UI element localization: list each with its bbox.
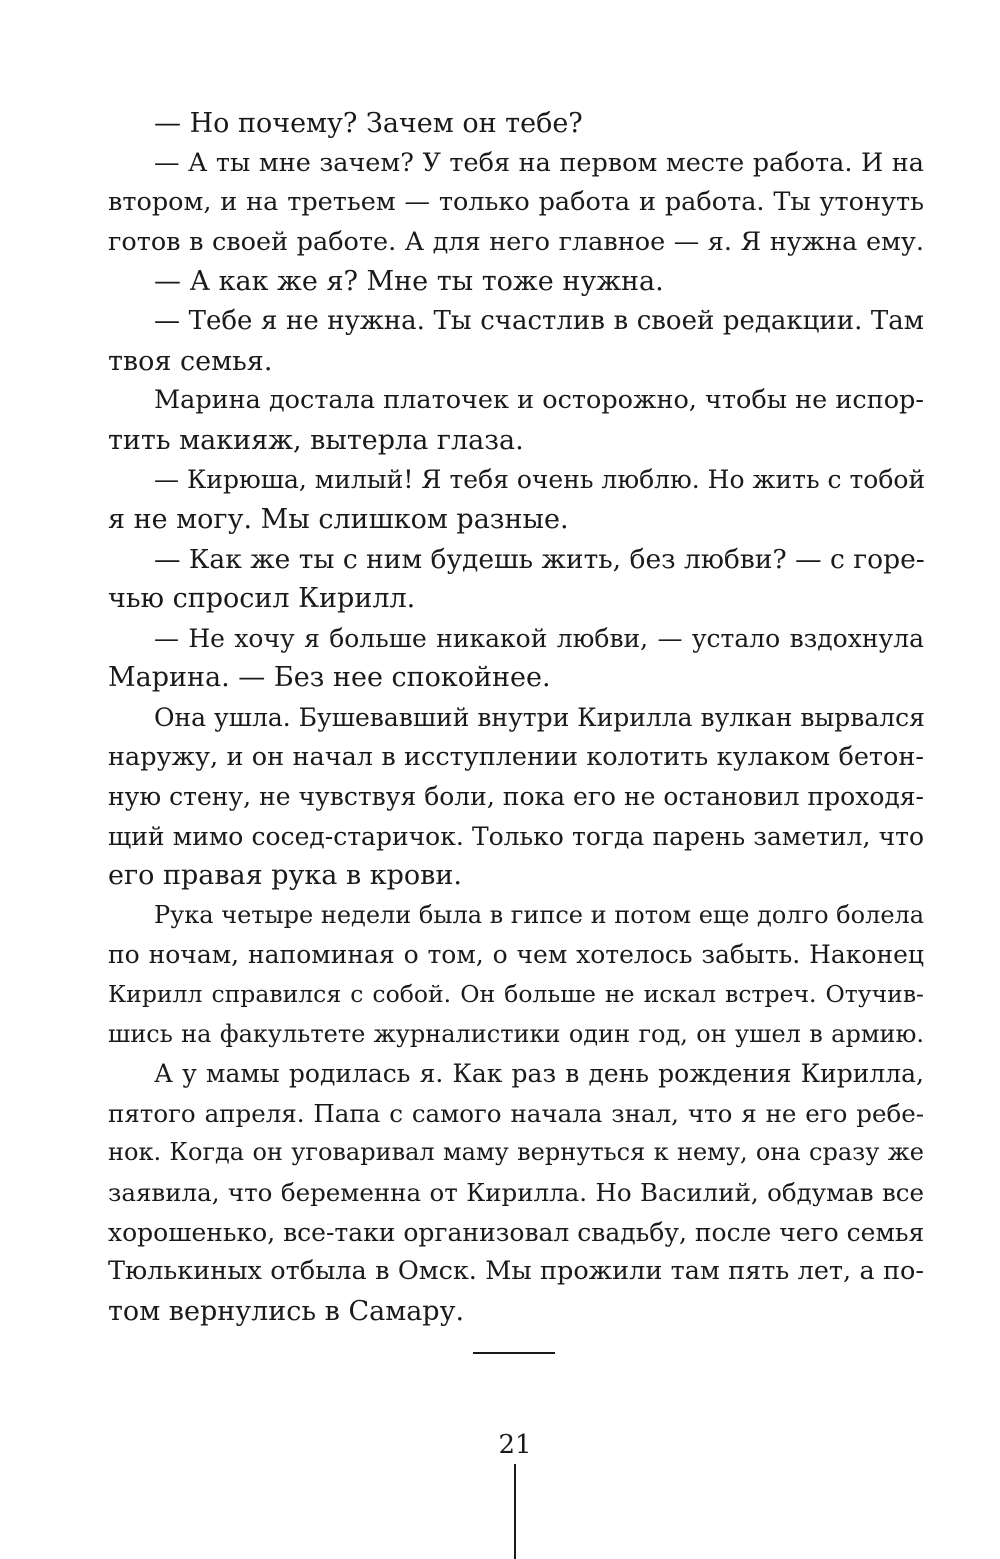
text-line: — Как же ты с ним будешь жить, без любви? — с горе- <box>154 543 925 575</box>
text-line: пятого апреля. Папа с самого начала знал, что я не его ребе- <box>108 1098 924 1128</box>
text-line: заявила, что беременна от Кирилла. Но Василий, обдумав все <box>108 1178 924 1208</box>
text-line: ную стену, не чувствуя боли, пока его не остановил проходя- <box>108 782 924 812</box>
page-body-text <box>108 104 924 1331</box>
text-line: тить макияж, вытерла глаза. <box>108 424 524 456</box>
text-line: — Но почему? Зачем он тебе? <box>154 108 583 139</box>
text-line: — Не хочу я больше никакой любви, — устало вздохнула <box>154 623 924 653</box>
text-line: хорошенько, все-таки организовал свадьбу, после чего семья <box>108 1217 925 1247</box>
page-edge-rule <box>514 1464 516 1559</box>
text-line: щий мимо сосед-старичок. Только тогда парень заметил, что <box>108 821 924 851</box>
text-line: Она ушла. Бушевавший внутри Кирилла вулкан вырвался <box>154 702 925 732</box>
text-line: шись на факультете журналистики один год, он ушел в армию. <box>108 1019 924 1048</box>
text-line: чью спросил Кирилл. <box>108 583 416 615</box>
text-line: я не могу. Мы слишком разные. <box>108 503 569 535</box>
text-line: готов в своей работе. А для него главное — я. Я нужна ему. <box>108 226 924 257</box>
text-line: твоя семья. <box>108 345 273 377</box>
text-line: по ночам, напоминая о том, о чем хотелось забыть. Наконец <box>108 940 924 970</box>
section-separator <box>473 1352 555 1354</box>
text-line: — Кирюша, милый! Я тебя очень люблю. Но жить с тобой <box>154 465 926 495</box>
text-line: том вернулись в Самару. <box>108 1295 465 1327</box>
text-line: Тюлькиных отбыла в Омск. Мы прожили там пять лет, а по- <box>108 1256 924 1287</box>
page-number: 21 <box>498 1430 532 1460</box>
text-line: наружу, и он начал в исступлении колотить кулаком бетон- <box>108 741 924 772</box>
text-line: А у мамы родилась я. Как раз в день рождения Кирилла, <box>154 1059 924 1089</box>
text-line: его правая рука в крови. <box>108 860 462 892</box>
text-line: нок. Когда он уговаривал маму вернуться к нему, она сразу же <box>108 1138 924 1167</box>
text-line: — Тебе я не нужна. Ты счастлив в своей редакции. Там <box>154 305 924 336</box>
text-line: — А ты мне зачем? У тебя на первом месте работа. И на <box>154 147 924 178</box>
text-line: Кирилл справился с собой. Он больше не искал встреч. Отучив- <box>108 980 924 1009</box>
text-line: Рука четыре недели была в гипсе и потом еще долго болела <box>154 900 925 929</box>
text-line: Марина достала платочек и осторожно, чтобы не испор- <box>154 385 924 416</box>
text-line: Марина. — Без нее спокойнее. <box>108 662 551 694</box>
text-line: втором, и на третьем — только работа и работа. Ты утонуть <box>108 187 924 218</box>
text-line: — А как же я? Мне ты тоже нужна. <box>154 266 664 298</box>
